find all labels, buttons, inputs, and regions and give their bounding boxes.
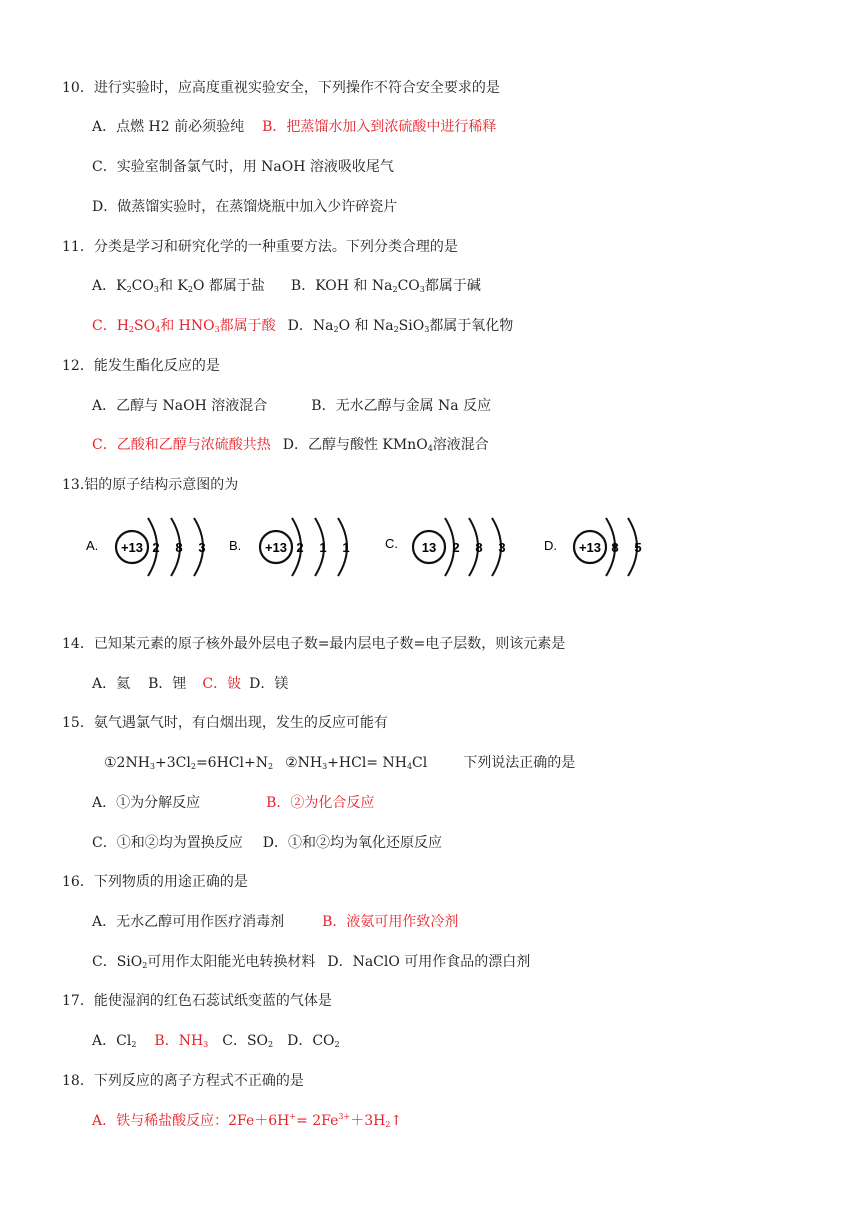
q17-option-d: D．$CO_2$ [287,1033,340,1049]
q14-option-b: B．锂 [148,676,187,692]
q15-option-d: D．①和②均为氧化还原反应 [262,835,442,851]
atom-c-shell-3: 3 [498,540,506,555]
atom-a-shell-1: 2 [152,540,160,555]
atom-b-shell-2: 1 [319,540,327,555]
atom-a-shell-2: 8 [175,540,183,555]
q15-tail: 下列说法正确的是 [463,755,576,771]
q14-stem: 14．已知某元素的原子核外最外层电子数=最内层电子数=电子层数，则该元素是 [62,636,566,652]
q16-option-a: A．无水乙醇可用作医疗消毒剂 [92,914,285,930]
q10-option-c: C．实验室制备氯气时，用 NaOH 溶液吸收尾气 [92,159,394,175]
atom-d-label: D. [544,538,557,553]
q15-option-a: A．①为分解反应 [92,795,201,811]
q17-option-c: C．$SO_2$ [222,1033,274,1049]
q10-option-b: B．把蒸馏水加入到浓硫酸中进行稀释 [262,119,497,135]
q10-option-d: D．做蒸馏实验时，在蒸馏烧瓶中加入少许碎瓷片 [92,199,398,215]
q14-option-c: C．铍 [202,676,242,692]
q13-stem: 13.铝的原子结构示意图的为 [62,477,239,493]
atom-diagram-d-svg [544,510,654,580]
q18-option-a: A．铁与稀盐酸反应：$2Fe+6H^+= 2Fe^{3+}+3H_2↑$ [92,1112,403,1129]
q12-option-a: A．乙醇与 NaOH 溶液混合 [92,398,268,414]
q15-option-b: B．②为化合反应 [266,795,375,811]
atom-b-shell-1: 2 [296,540,304,555]
atom-diagram-b-svg [229,510,389,580]
q14-option-d: D．镁 [249,676,289,692]
atom-a-nucleus: +13 [120,540,144,555]
q11-option-b: B．KOH 和 $Na_2CO_3$都属于碱 [290,278,481,294]
atom-b-shell-3: 1 [342,540,350,555]
q16-stem: 16．下列物质的用途正确的是 [62,874,248,890]
atom-a-label: A. [86,538,99,553]
q15-equation-1: $①2NH_3+3Cl_2=6HCl+N_2$ [104,755,274,771]
q10-option-a: A．点燃 H2 前必须验纯 B．把蒸馏水加入到浓硫酸中进行稀释 [92,119,497,135]
q10-stem: 10．进行实验时，应高度重视实验安全，下列操作不符合安全要求的是 [62,80,500,96]
q15-stem: 15．氨气遇氯气时，有白烟出现，发生的反应可能有 [62,715,388,731]
atom-diagram-a-svg [86,510,246,580]
q12-stem: 12．能发生酯化反应的是 [62,358,220,374]
q17-option-a: A．$Cl_2$ [92,1033,137,1049]
q14-option-a: A．氦 [92,676,131,692]
atom-d-shell-2: 5 [634,540,642,555]
q16-option-d: D．NaClO 可用作食品的漂白剂 [327,954,531,970]
atom-b-nucleus: +13 [264,540,288,555]
atom-diagram-c-svg [385,510,545,580]
q16-option-c: C．SiO$_2$可用作太阳能光电转换材料 [92,954,316,970]
q11-stem: 11．分类是学习和研究化学的一种重要方法。下列分类合理的是 [62,239,458,255]
q11-option-d: D．$Na_2O$ 和 $Na_2SiO_3$都属于氧化物 [287,318,514,334]
atom-diagram-d [544,510,704,580]
q18-stem: 18．下列反应的离子方程式不正确的是 [62,1073,304,1089]
atom-c-label: C. [385,536,398,551]
q17-option-b: B．$NH_3$ [154,1033,209,1049]
atom-c-shell-2: 8 [475,540,483,555]
atom-d-nucleus: +13 [578,540,602,555]
q11-option-a: A．$K_2CO_3$和 $K_2O$ 都属于盐 [92,278,265,294]
atom-c-nucleus: 13 [421,540,437,555]
q15-equation-2: $②NH_3+HCl= NH_4Cl$ [285,755,428,771]
atom-diagram-b [229,510,389,580]
atom-a-shell-3: 3 [198,540,206,555]
atom-d-shell-1: 8 [611,540,619,555]
q12-option-d: D．乙醇与酸性 KMnO$_4$溶液混合 [282,437,489,453]
q17-stem: 17．能使湿润的红色石蕊试纸变蓝的气体是 [62,993,332,1009]
q12-option-c: C．乙酸和乙醇与浓硫酸共热 [92,437,271,453]
q12-option-b: B．无水乙醇与金属 Na 反应 [311,398,492,414]
q11-option-c: C．$H_2SO_4$和 $HNO_3$都属于酸 [92,318,276,334]
atom-diagram-c [385,510,545,580]
atom-diagram-a [86,510,246,580]
q16-option-b: B．液氨可用作致冷剂 [322,914,459,930]
atom-c-shell-1: 2 [452,540,460,555]
q15-option-c: C．①和②均为置换反应 [92,835,243,851]
atom-b-label: B. [229,538,242,553]
